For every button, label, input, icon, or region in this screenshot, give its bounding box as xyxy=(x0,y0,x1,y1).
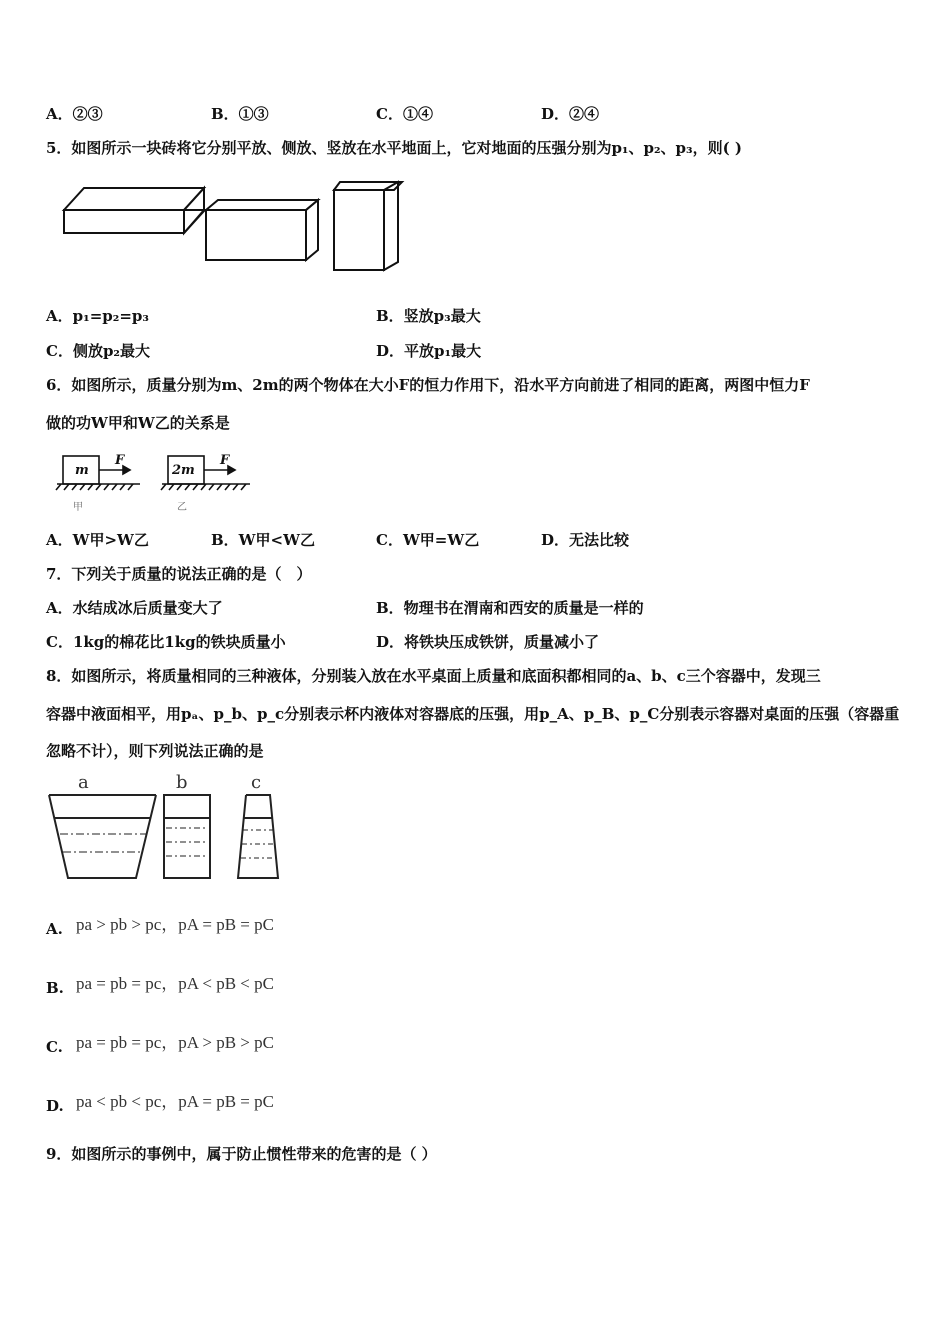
q6-option-b: B．W甲<W乙 xyxy=(211,531,315,549)
q5-brick-figure xyxy=(56,178,406,273)
brick-side xyxy=(206,200,318,260)
q8-option-b-label: B. xyxy=(46,979,64,997)
q6-stem-line2: 做的功W甲和W乙的关系是 xyxy=(46,414,230,432)
mass-m-label: m xyxy=(75,463,89,478)
q5-option-a: A．p₁=p₂=p₃ xyxy=(46,307,149,325)
q5-option-c: C．侧放p₂最大 xyxy=(46,342,150,360)
q6-stem-line1: 6．如图所示，质量分别为m、2m的两个物体在大小F的恒力作用下，沿水平方向前进了相同的距离，两图中恒力F xyxy=(46,376,810,394)
force-label-1: F xyxy=(115,453,125,468)
q7-option-b: B．物理书在渭南和西安的质量是一样的 xyxy=(376,599,644,617)
force-label-2: F xyxy=(220,453,230,468)
container-label-a: a xyxy=(78,772,89,793)
block-m xyxy=(56,456,140,490)
q5-option-d: D．平放p₁最大 xyxy=(376,342,482,360)
brick-upright xyxy=(334,182,402,270)
q8-option-d-formula: pa < pb < pc，pA = pB = pC xyxy=(76,1092,274,1111)
container-b xyxy=(164,795,210,878)
mass-2m-label: 2m xyxy=(172,463,195,478)
q8-option-d-label: D. xyxy=(46,1097,64,1115)
brick-flat xyxy=(64,188,204,233)
container-a xyxy=(49,795,156,878)
q7-option-c: C．1kg的棉花比1kg的铁块质量小 xyxy=(46,633,286,651)
q8-stem-line2: 容器中液面相平，用pₐ、p_b、p_c分别表示杯内液体对容器底的压强，用p_A、p_B、p_C分别表示容器对桌面的压强（容器重 xyxy=(46,705,900,723)
container-c xyxy=(238,795,278,878)
q4-option-a: A．②③ xyxy=(46,105,103,123)
q6-option-a: A．W甲>W乙 xyxy=(46,531,149,549)
q6-force-figure xyxy=(55,446,265,516)
q6-option-d: D．无法比较 xyxy=(541,531,630,549)
q8-stem-line3: 忽略不计），则下列说法正确的是 xyxy=(46,742,264,760)
caption-yi: 乙 xyxy=(177,502,187,513)
container-label-c: c xyxy=(251,772,262,793)
q7-option-a: A．水结成冰后质量变大了 xyxy=(46,599,223,617)
q8-option-c-formula: pa = pb = pc，pA > pB > pC xyxy=(76,1033,274,1052)
q9-stem: 9．如图所示的事例中，属于防止惯性带来的危害的是（ ） xyxy=(46,1145,437,1163)
q6-option-c: C．W甲=W乙 xyxy=(376,531,480,549)
q5-option-b: B．竖放p₃最大 xyxy=(376,307,481,325)
q4-option-b: B．①③ xyxy=(211,105,269,123)
q4-option-d: D．②④ xyxy=(541,105,600,123)
q8-option-c-label: C. xyxy=(46,1038,63,1056)
q7-option-d: D．将铁块压成铁饼，质量减小了 xyxy=(376,633,600,651)
q8-option-a-label: A. xyxy=(46,920,63,938)
q8-option-a-formula: pa > pb > pc，pA = pB = pC xyxy=(76,915,274,934)
container-label-b: b xyxy=(176,772,188,793)
q8-container-figure xyxy=(46,770,286,885)
q4-option-c: C．①④ xyxy=(376,105,433,123)
caption-jia: 甲 xyxy=(73,502,83,513)
q8-option-b-formula: pa = pb = pc，pA < pB < pC xyxy=(76,974,274,993)
q8-stem-line1: 8．如图所示，将质量相同的三种液体，分别装入放在水平桌面上质量和底面积都相同的a、b、c三个容器中，发现三 xyxy=(46,667,821,685)
q5-stem: 5．如图所示一块砖将它分别平放、侧放、竖放在水平地面上，它对地面的压强分别为p₁、p₂、p₃，则( ) xyxy=(46,139,743,157)
q7-stem: 7．下列关于质量的说法正确的是（ ） xyxy=(46,565,312,583)
